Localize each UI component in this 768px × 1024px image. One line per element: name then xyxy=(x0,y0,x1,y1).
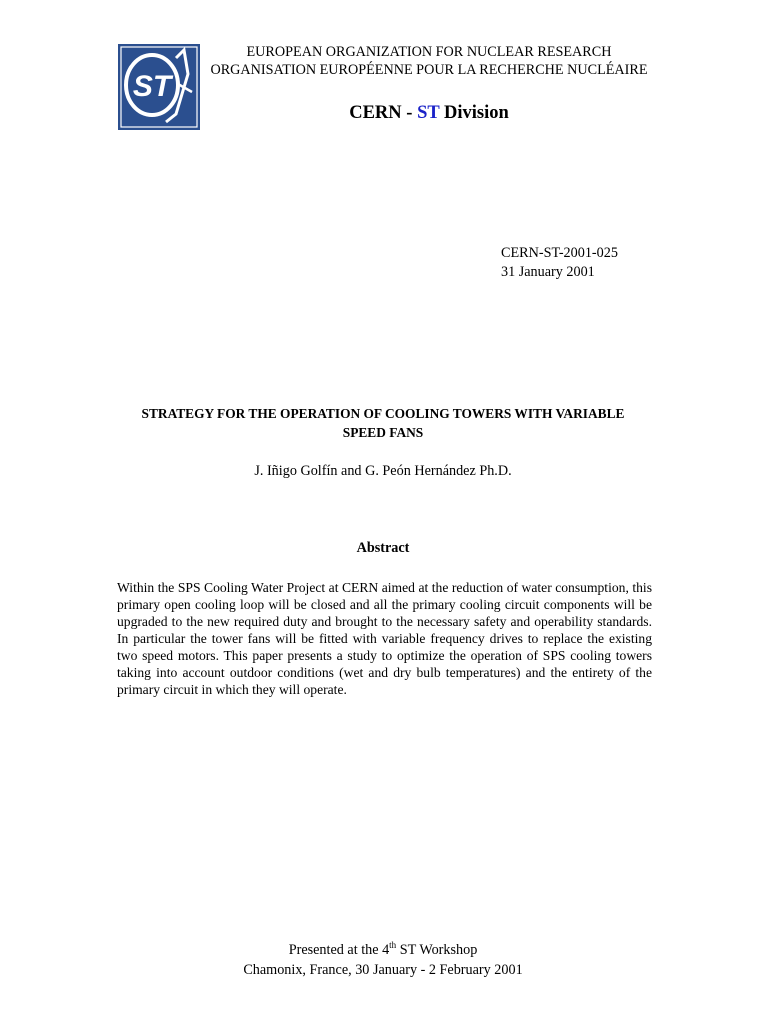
organization-name-french: ORGANISATION EUROPÉENNE POUR LA RECHERCHE NUCLÉAIRE xyxy=(210,62,648,78)
division-title xyxy=(200,102,658,124)
paper-title-line-1: STRATEGY FOR THE OPERATION OF COOLING TOWERS WITH VARIABLE xyxy=(141,406,625,421)
division-suffix: Division xyxy=(439,103,509,123)
presented-suffix: ST Workshop xyxy=(396,942,478,958)
abstract-body: Within the SPS Cooling Water Project at CERN aimed at the reduction of water consumption, this primary open cooling loop will be closed and all the primary cooling circuit components will be upgraded to the new required duty and brought to the necessary safety and operability standards. In particular the tower fans will be fitted with variable frequency drives to replace the existing two speed motors. This paper presents a study to optimize the operation of SPS cooling towers taking into account outdoor conditions (wet and dry bulb temperatures) and the entirety of the primary circuit in which they will operate. xyxy=(117,580,652,697)
cern-st-logo xyxy=(118,44,200,130)
abstract-heading: Abstract xyxy=(356,540,410,556)
presented-prefix: Presented at the 4 xyxy=(288,942,390,958)
division-highlight: ST xyxy=(417,103,440,123)
workshop-location: Chamonix, France, 30 January - 2 February 2001 xyxy=(243,962,523,978)
presented-at xyxy=(110,941,656,960)
logo-graphic xyxy=(118,44,200,130)
division-prefix: CERN - xyxy=(349,103,418,123)
organization-name-english: EUROPEAN ORGANIZATION FOR NUCLEAR RESEARCH xyxy=(246,44,612,60)
logo-text: ST xyxy=(132,70,172,103)
paper-title xyxy=(110,404,656,442)
paper-authors: J. Iñigo Golfín and G. Peón Hernández Ph.D. xyxy=(254,463,512,479)
report-date: 31 January 2001 xyxy=(501,264,595,280)
presented-superscript: th xyxy=(389,940,397,950)
report-number: CERN-ST-2001-025 xyxy=(501,245,618,261)
paper-title-line-2: SPEED FANS xyxy=(342,425,424,440)
